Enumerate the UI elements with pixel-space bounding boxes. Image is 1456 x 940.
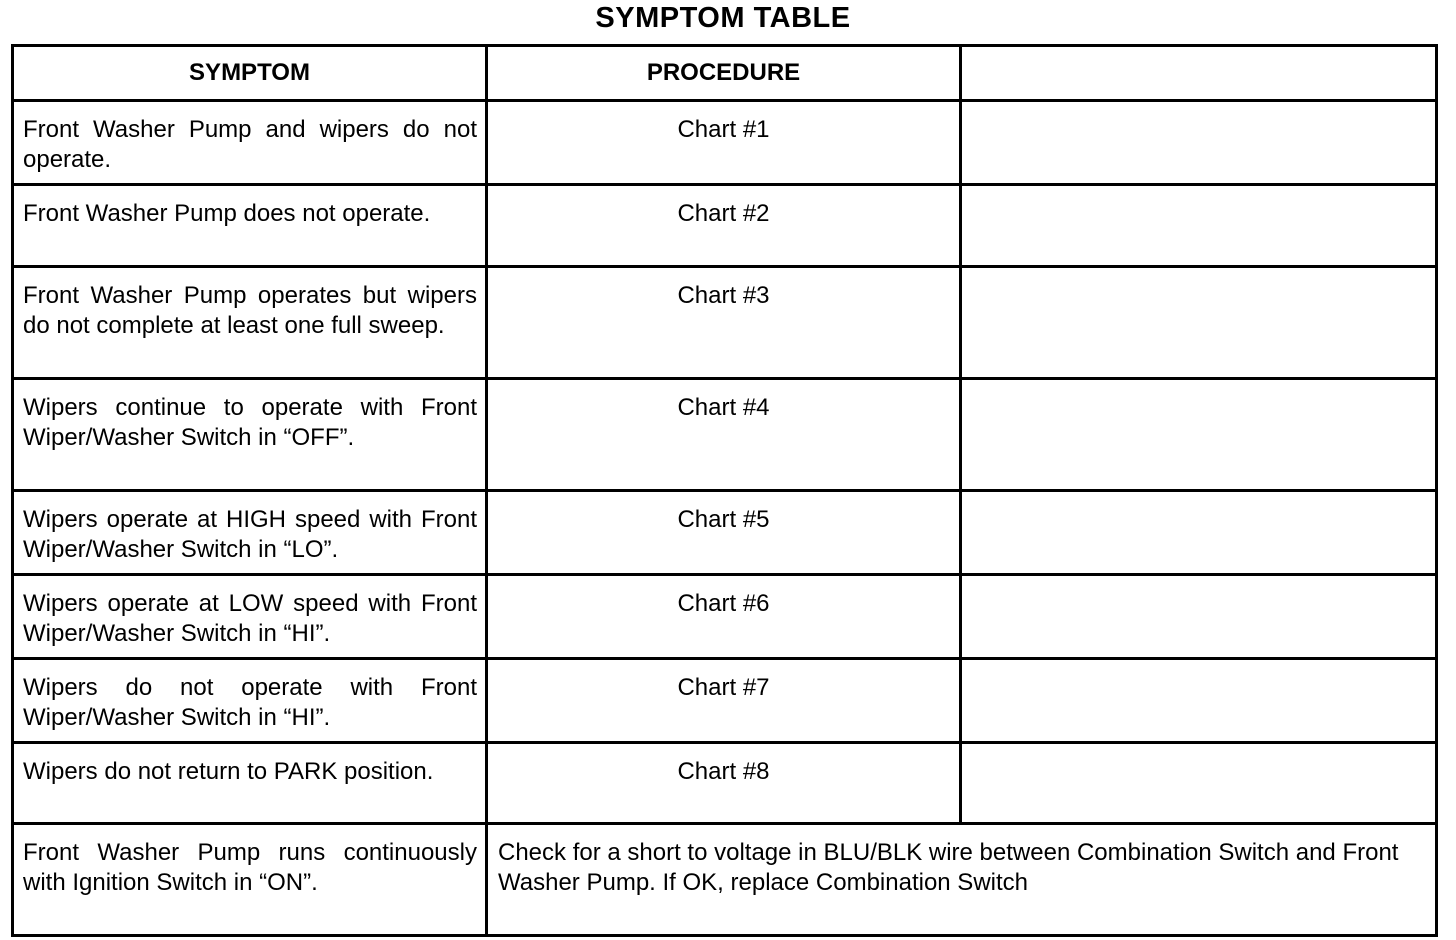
symptom-cell: Front Washer Pump and wipers do not operate. [13,101,487,185]
procedure-cell: Chart #7 [487,659,961,743]
table-row [13,379,1437,491]
symptom-cell: Wipers continue to operate with Front Wiper/Washer Switch in “OFF”. [13,379,487,491]
symptom-cell: Front Washer Pump runs continuously with Ignition Switch in “ON”. [13,824,487,936]
table-row [13,743,1437,824]
header-symptom: SYMPTOM [13,46,487,101]
table-row [13,824,1437,936]
table-row [13,659,1437,743]
blank-cell [961,743,1437,824]
table-row [13,267,1437,379]
procedure-cell: Chart #8 [487,743,961,824]
blank-cell [961,575,1437,659]
symptom-cell: Front Washer Pump does not operate. [13,185,487,267]
page-title: SYMPTOM TABLE [595,2,851,34]
procedure-cell: Chart #1 [487,101,961,185]
table-row [13,101,1437,185]
header-blank [961,46,1437,101]
blank-cell [961,491,1437,575]
procedure-cell: Check for a short to voltage in BLU/BLK wire between Combination Switch and Front Washer Pump. If OK, replace Combination Switch [487,824,1437,936]
symptom-cell: Wipers do not operate with Front Wiper/Washer Switch in “HI”. [13,659,487,743]
symptom-table [11,44,1438,937]
procedure-cell: Chart #3 [487,267,961,379]
table-header-row [13,46,1437,101]
blank-cell [961,101,1437,185]
procedure-cell: Chart #5 [487,491,961,575]
header-procedure: PROCEDURE [487,46,961,101]
blank-cell [961,267,1437,379]
table-row [13,185,1437,267]
symptom-cell: Wipers operate at LOW speed with Front Wiper/Washer Switch in “HI”. [13,575,487,659]
symptom-cell: Wipers do not return to PARK position. [13,743,487,824]
blank-cell [961,659,1437,743]
blank-cell [961,379,1437,491]
table-row [13,575,1437,659]
blank-cell [961,185,1437,267]
table-row [13,491,1437,575]
procedure-cell: Chart #4 [487,379,961,491]
symptom-cell: Wipers operate at HIGH speed with Front Wiper/Washer Switch in “LO”. [13,491,487,575]
procedure-cell: Chart #2 [487,185,961,267]
symptom-cell: Front Washer Pump operates but wipers do not complete at least one full sweep. [13,267,487,379]
procedure-cell: Chart #6 [487,575,961,659]
